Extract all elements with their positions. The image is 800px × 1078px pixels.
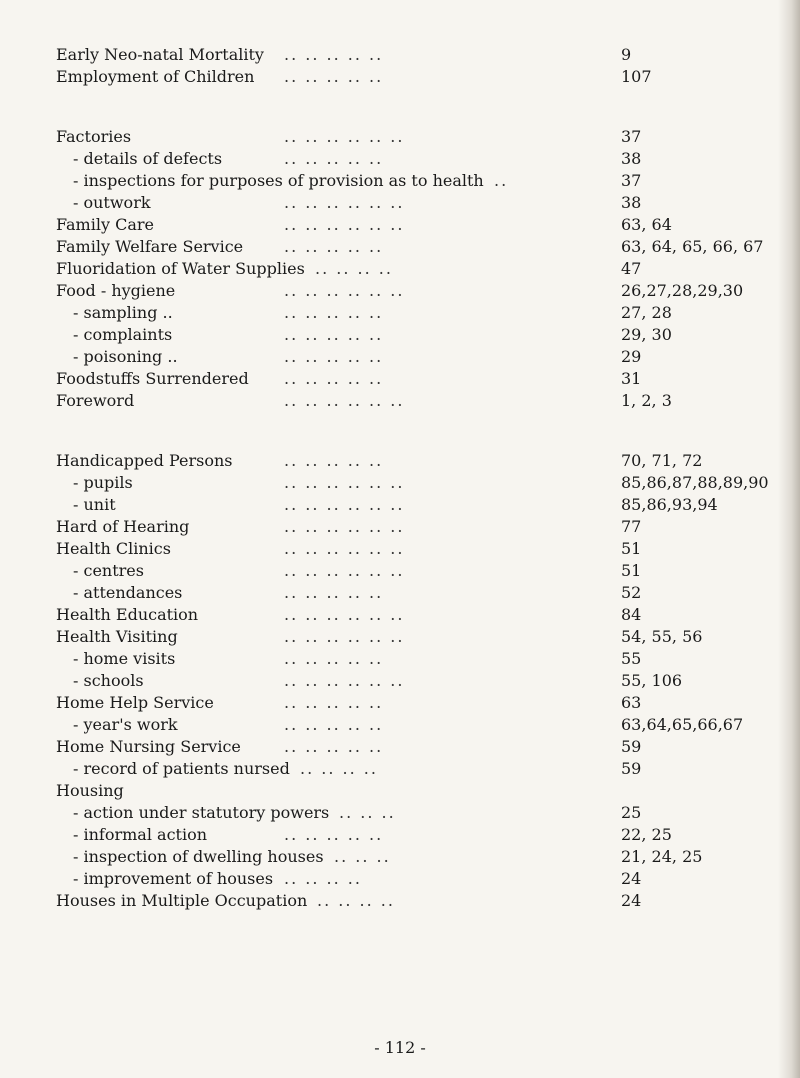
page-reference: 24	[621, 891, 642, 910]
index-entry	[56, 758, 800, 780]
index-entry-label: Foodstuffs Surrendered	[56, 369, 249, 388]
index-entry-label: Early Neo-natal Mortality	[56, 45, 264, 64]
index-subentry-label: - complaints	[73, 325, 173, 344]
index-entry-label: Foreword	[56, 391, 135, 410]
page-reference: 9	[621, 45, 632, 64]
leader-dots: .. .. .. .. .. ..	[284, 627, 405, 646]
index-entry	[56, 390, 800, 412]
leader-dots: .. .. .. .. .. ..	[284, 127, 405, 146]
index-subentry-label: - action under statutory powers	[73, 803, 330, 822]
page-reference: 1, 2, 3	[621, 391, 672, 410]
index-entry-label: Health Clinics	[56, 539, 171, 558]
leader-dots: .. .. .. .. ..	[284, 693, 384, 712]
index-entry	[56, 582, 800, 604]
index-entry-label: Health Education	[56, 605, 199, 624]
index-entry-label: Family Welfare Service	[56, 237, 244, 256]
index-subentry-label: - informal action	[73, 825, 208, 844]
leader-dots: .. .. .. .. ..	[284, 67, 384, 86]
leader-dots: .. .. .. .. ..	[284, 45, 384, 64]
index-entry-label: Home Help Service	[56, 693, 214, 712]
index-entry	[56, 66, 800, 88]
index-entry-label: Employment of Children	[56, 67, 255, 86]
index-subentry-label: - outwork	[73, 193, 151, 212]
leader-dots: .. .. .. .. .. ..	[284, 193, 405, 212]
index-entry	[56, 714, 800, 736]
leader-dots: .. .. .. .. ..	[284, 715, 384, 734]
leader-dots: .. .. ..	[334, 847, 391, 866]
index-entry	[56, 450, 800, 472]
leader-dots: .. .. .. .. ..	[284, 825, 384, 844]
page-reference: 52	[621, 583, 642, 602]
page-reference: 37	[621, 171, 642, 190]
index-entry-label: Health Visiting	[56, 627, 178, 646]
leader-dots: .. .. .. .. .. ..	[284, 517, 405, 536]
index-entry	[56, 472, 800, 494]
index-subentry-label: - inspections for purposes of provision as to health	[73, 171, 484, 190]
page-reference: 55, 106	[621, 671, 683, 690]
index-subentry-label: - pupils	[73, 473, 133, 492]
leader-dots: ..	[494, 171, 509, 190]
index-entry	[56, 538, 800, 560]
page-reference: 70, 71, 72	[621, 451, 703, 470]
page-number: - 112 -	[374, 1038, 426, 1057]
page-reference: 31	[621, 369, 642, 388]
leader-dots: .. .. .. .. ..	[284, 369, 384, 388]
leader-dots: .. .. .. .. .. ..	[284, 391, 405, 410]
index-entry-label: Family Care	[56, 215, 154, 234]
page-reference: 38	[621, 193, 642, 212]
index-entry	[56, 346, 800, 368]
leader-dots: .. .. .. .. .. ..	[284, 215, 405, 234]
index-entry-label: Food - hygiene	[56, 281, 176, 300]
leader-dots: .. .. .. .. .. ..	[284, 561, 405, 580]
index-entry	[56, 692, 800, 714]
page-reference: 84	[621, 605, 642, 624]
index-entry	[56, 302, 800, 324]
page-reference: 59	[621, 759, 642, 778]
leader-dots: .. .. .. .. .. ..	[284, 495, 405, 514]
page-reference: 51	[621, 561, 642, 580]
leader-dots: .. .. .. .. ..	[284, 303, 384, 322]
index-entry	[56, 670, 800, 692]
page-reference: 37	[621, 127, 642, 146]
page-reference: 63,64,65,66,67	[621, 715, 744, 734]
page-reference: 51	[621, 539, 642, 558]
page-reference: 47	[621, 259, 642, 278]
page-reference: 26,27,28,29,30	[621, 281, 744, 300]
index-entry	[56, 846, 800, 868]
index-entry	[56, 44, 800, 66]
index-subentry-label: - improvement of houses	[73, 869, 274, 888]
index-entry	[56, 236, 800, 258]
leader-dots: .. .. .. .. ..	[284, 347, 384, 366]
page-reference: 85,86,87,88,89,90	[621, 473, 769, 492]
index-entry-label: Hard of Hearing	[56, 517, 190, 536]
index-list	[56, 44, 800, 912]
leader-dots: .. .. .. .. ..	[284, 237, 384, 256]
index-entry-label: Fluoridation of Water Supplies	[56, 259, 305, 278]
index-entry	[56, 736, 800, 758]
leader-dots: .. .. .. ..	[317, 891, 395, 910]
index-entry-label: Houses in Multiple Occupation	[56, 891, 308, 910]
leader-dots: .. .. .. .. .. ..	[284, 281, 405, 300]
page-reference: 22, 25	[621, 825, 672, 844]
leader-dots: .. .. .. .. ..	[284, 451, 384, 470]
index-entry	[56, 802, 800, 824]
index-entry-label: Housing	[56, 781, 124, 800]
index-entry	[56, 368, 800, 390]
page-reference: 77	[621, 517, 642, 536]
page-reference: 21, 24, 25	[621, 847, 703, 866]
page-reference: 27, 28	[621, 303, 672, 322]
index-subentry-label: - year's work	[73, 715, 178, 734]
index-entry	[56, 780, 800, 802]
index-entry	[56, 604, 800, 626]
page-reference: 63	[621, 693, 642, 712]
index-subentry-label: - centres	[73, 561, 144, 580]
index-entry	[56, 560, 800, 582]
index-subentry-label: - schools	[73, 671, 144, 690]
leader-dots: .. .. .. ..	[300, 759, 378, 778]
leader-dots: .. .. ..	[339, 803, 396, 822]
index-subentry-label: - sampling ..	[73, 303, 173, 322]
leader-dots: .. .. .. .. .. ..	[284, 605, 405, 624]
page-reference: 24	[621, 869, 642, 888]
index-subentry-label: - details of defects	[73, 149, 223, 168]
index-subentry-label: - poisoning ..	[73, 347, 178, 366]
index-entry	[56, 258, 800, 280]
index-subentry-label: - unit	[73, 495, 116, 514]
page-reference: 59	[621, 737, 642, 756]
index-subentry-label: - record of patients nursed	[73, 759, 290, 778]
leader-dots: .. .. .. .. .. ..	[284, 539, 405, 558]
leader-dots: .. .. .. .. .. ..	[284, 473, 405, 492]
index-subentry-label: - inspection of dwelling houses	[73, 847, 324, 866]
page-reference: 29, 30	[621, 325, 672, 344]
page-reference: 63, 64, 65, 66, 67	[621, 237, 764, 256]
index-entry	[56, 324, 800, 346]
page-reference: 25	[621, 803, 642, 822]
index-entry-label: Handicapped Persons	[56, 451, 233, 470]
index-subentry-label: - attendances	[73, 583, 183, 602]
index-entry	[56, 148, 800, 170]
index-entry-label: Home Nursing Service	[56, 737, 241, 756]
index-entry	[56, 868, 800, 890]
index-entry	[56, 648, 800, 670]
index-entry	[56, 280, 800, 302]
leader-dots: .. .. .. ..	[315, 259, 393, 278]
page-reference: 38	[621, 149, 642, 168]
index-entry	[56, 494, 800, 516]
page-reference: 63, 64	[621, 215, 672, 234]
page-reference: 85,86,93,94	[621, 495, 718, 514]
leader-dots: .. .. .. .. ..	[284, 649, 384, 668]
page-reference: 107	[621, 67, 652, 86]
leader-dots: .. .. .. ..	[284, 869, 362, 888]
leader-dots: .. .. .. .. .. ..	[284, 671, 405, 690]
index-entry-label: Factories	[56, 127, 132, 146]
leader-dots: .. .. .. .. ..	[284, 737, 384, 756]
page-reference: 54, 55, 56	[621, 627, 703, 646]
index-entry	[56, 824, 800, 846]
index-entry	[56, 890, 800, 912]
index-entry	[56, 170, 800, 192]
leader-dots: .. .. .. .. ..	[284, 583, 384, 602]
leader-dots: .. .. .. .. ..	[284, 325, 384, 344]
index-entry	[56, 192, 800, 214]
index-entry	[56, 516, 800, 538]
index-entry	[56, 626, 800, 648]
index-subentry-label: - home visits	[73, 649, 176, 668]
page-reference: 55	[621, 649, 642, 668]
index-entry	[56, 214, 800, 236]
leader-dots: .. .. .. .. ..	[284, 149, 384, 168]
page-reference: 29	[621, 347, 642, 366]
index-entry	[56, 126, 800, 148]
